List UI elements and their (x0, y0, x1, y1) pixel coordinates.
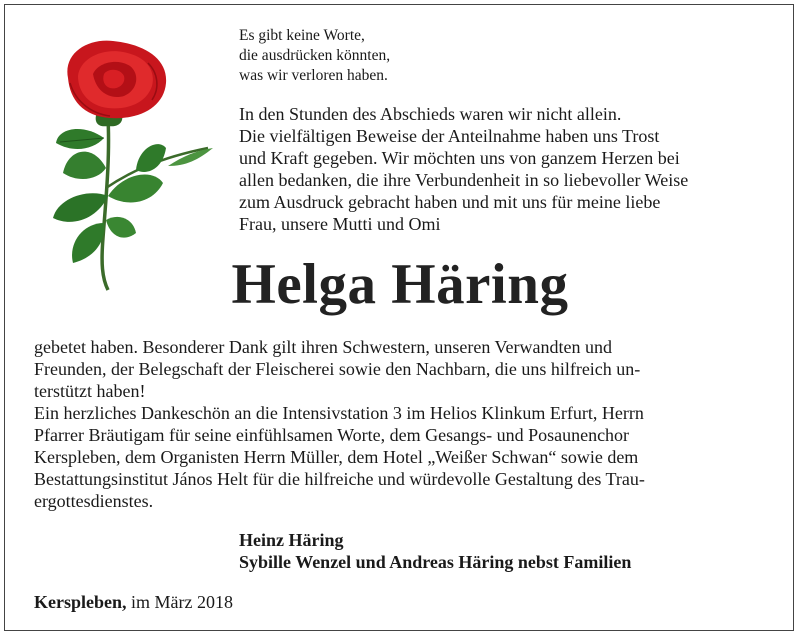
intro-line: Die vielfältigen Beweise der Anteilnahme haben uns Trost (239, 126, 660, 146)
poem-quote (239, 26, 390, 86)
poem-line: was wir verloren haben. (239, 67, 388, 84)
poem-line: die ausdrücken könnten, (239, 47, 391, 64)
body-line: gebetet haben. Besonderer Dank gilt ihren Schwestern, unseren Verwandten und (34, 337, 612, 357)
place-town: Kerspleben, (34, 592, 127, 612)
body-line: Freunden, der Belegschaft der Fleischerei sowie den Nachbarn, die uns hilfreich un- (34, 359, 641, 379)
intro-line: und Kraft gegeben. Wir möchten uns von ganzem Herzen bei (239, 148, 680, 168)
intro-line: Frau, unsere Mutti und Omi (239, 214, 441, 234)
intro-paragraph (239, 103, 766, 235)
body-line: Bestattungsinstitut János Helt für die hilfreiche und würdevolle Gestaltung des Trau- (34, 469, 645, 489)
signatures (239, 529, 631, 573)
intro-line: zum Ausdruck gebracht haben und mit uns für meine liebe (239, 192, 661, 212)
deceased-name: Helga Häring (231, 253, 569, 316)
place-and-date (34, 591, 233, 613)
body-line: terstützt haben! (34, 381, 146, 401)
body-line: ergottesdienstes. (34, 491, 154, 511)
thanks-paragraph (34, 336, 766, 512)
intro-line: allen bedanken, die ihre Verbundenheit in so liebevoller Weise (239, 170, 689, 190)
body-line: Pfarrer Bräutigam für seine einfühlsamen Worte, dem Gesangs- und Posaunenchor (34, 425, 630, 445)
poem-line: Es gibt keine Worte, (239, 27, 365, 44)
place-date: im März 2018 (131, 592, 233, 612)
signature-line: Heinz Häring (239, 530, 344, 550)
signature-line: Sybille Wenzel und Andreas Häring nebst Familien (239, 552, 632, 572)
body-line: Ein herzliches Dankeschön an die Intensivstation 3 im Helios Klinkum Erfurt, Herrn (34, 403, 644, 423)
intro-line: In den Stunden des Abschieds waren wir nicht allein. (239, 104, 622, 124)
body-line: Kerspleben, dem Organisten Herrn Müller, dem Hotel „Weißer Schwan“ sowie dem (34, 447, 639, 467)
